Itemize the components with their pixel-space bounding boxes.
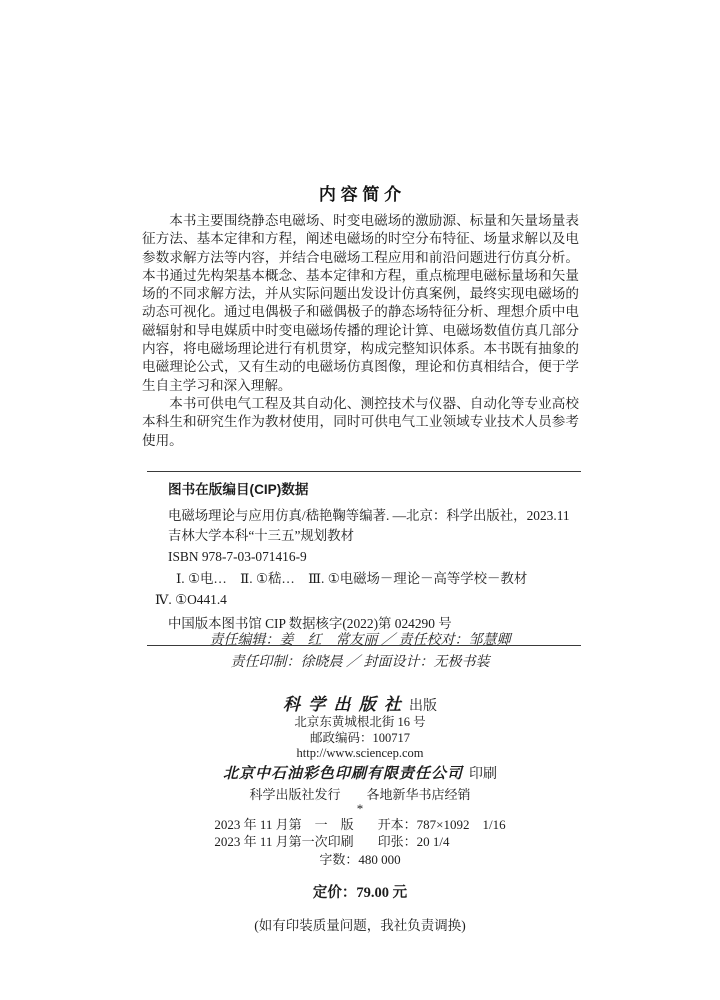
format-spec: 开本：787×1092 1/16 — [377, 816, 506, 832]
separator-asterisk: * — [356, 800, 364, 816]
cip-title-line: 电磁场理论与应用仿真/嵇艳鞠等编著. —北京：科学出版社，2023.11 — [168, 507, 570, 523]
cip-data-block — [147, 471, 581, 646]
price: 定价：79.00 元 — [312, 884, 408, 901]
content-summary-body — [142, 212, 579, 450]
publisher-postcode: 邮政编码：100717 — [309, 730, 410, 745]
distribution-line: 科学出版社发行 各地新华书店经销 — [249, 786, 471, 802]
printing-spec-table — [214, 816, 505, 850]
content-summary-title: 内 容 简 介 — [318, 185, 402, 204]
publisher-name-suffix: 出版 — [409, 699, 437, 714]
printer-suffix: 印刷 — [469, 766, 497, 782]
cip-record-number: 中国版本图书馆 CIP 数据核字(2022)第 024290 号 — [168, 615, 452, 631]
intro-paragraph-2: 本书可供电气工程及其自动化、测控技术与仪器、自动化等专业高校本科生和研究生作为教材使用，同时可供电气工业领域专业技术人员参考使用。 — [142, 395, 579, 448]
printer-name: 北京中石油彩色印刷有限责任公司 — [222, 765, 463, 782]
publisher-address: 北京东黄城根北街 16 号 — [294, 715, 426, 729]
edition-row — [214, 816, 505, 833]
word-count: 字数：480 000 — [319, 851, 401, 867]
credits-print-design-line: 责任印制：徐晓晨 ／ 封面设计：无极书装 — [230, 654, 490, 670]
intro-paragraph-1: 本书主要围绕静态电磁场、时变电磁场的激励源、标量和矢量场量表征方法、基本定律和方程，阐述电磁场的时空分布特征、场量求解以及电参数求解方法等内容，并结合电磁场工程应用和前沿问题进行仿真分析。本书通过先构架基本概念、基本定律和方程，重点梳理电磁标量场和矢量场的不同求解方法，并从实际问题出发设计仿真案例，最终实现电磁场的动态可视化。通过电偶极子和磁偶极子的静态场特征分析、理想介质中电磁辐射和导电媒质中时变电磁场传播的理论计算、电磁场数值仿真几部分内容，将电磁场理论进行有机贯穿，构成完整知识体系。本书既有抽象的电磁理论公式，又有生动的电磁场仿真图像，理论和仿真相结合，便于学生自主学习和深入理解。 — [142, 213, 579, 393]
quality-note: (如有印装质量问题，我社负责调换) — [254, 917, 466, 933]
impression-date: 2023 年 11 月第一次印刷 — [214, 833, 354, 849]
cip-classification-line1: Ⅰ. ①电… Ⅱ. ①嵇… Ⅲ. ①电磁场－理论－高等学校－教材 — [176, 571, 528, 587]
cip-series-line: 吉林大学本科“十三五”规划教材 — [168, 528, 354, 544]
publisher-name-line — [0, 690, 720, 715]
cip-classification-line2: Ⅳ. ①O441.4 — [155, 591, 227, 607]
credits-editors-line: 责任编辑：姜 红 常友丽 ／ 责任校对：邹慧卿 — [209, 633, 511, 648]
publisher-imprint-block — [0, 690, 720, 934]
printer-line — [0, 765, 720, 784]
cip-isbn: ISBN 978-7-03-071416-9 — [168, 548, 307, 564]
cip-heading: 图书在版编目(CIP)数据 — [168, 482, 309, 497]
publisher-name: 科 学 出 版 社 — [283, 695, 403, 714]
staff-credits — [0, 630, 720, 673]
edition-date: 2023 年 11 月第 一 版 — [214, 816, 354, 832]
sheet-spec: 印张：20 1/4 — [377, 833, 450, 849]
impression-row — [214, 833, 505, 850]
publisher-website: http://www.sciencep.com — [296, 746, 424, 760]
